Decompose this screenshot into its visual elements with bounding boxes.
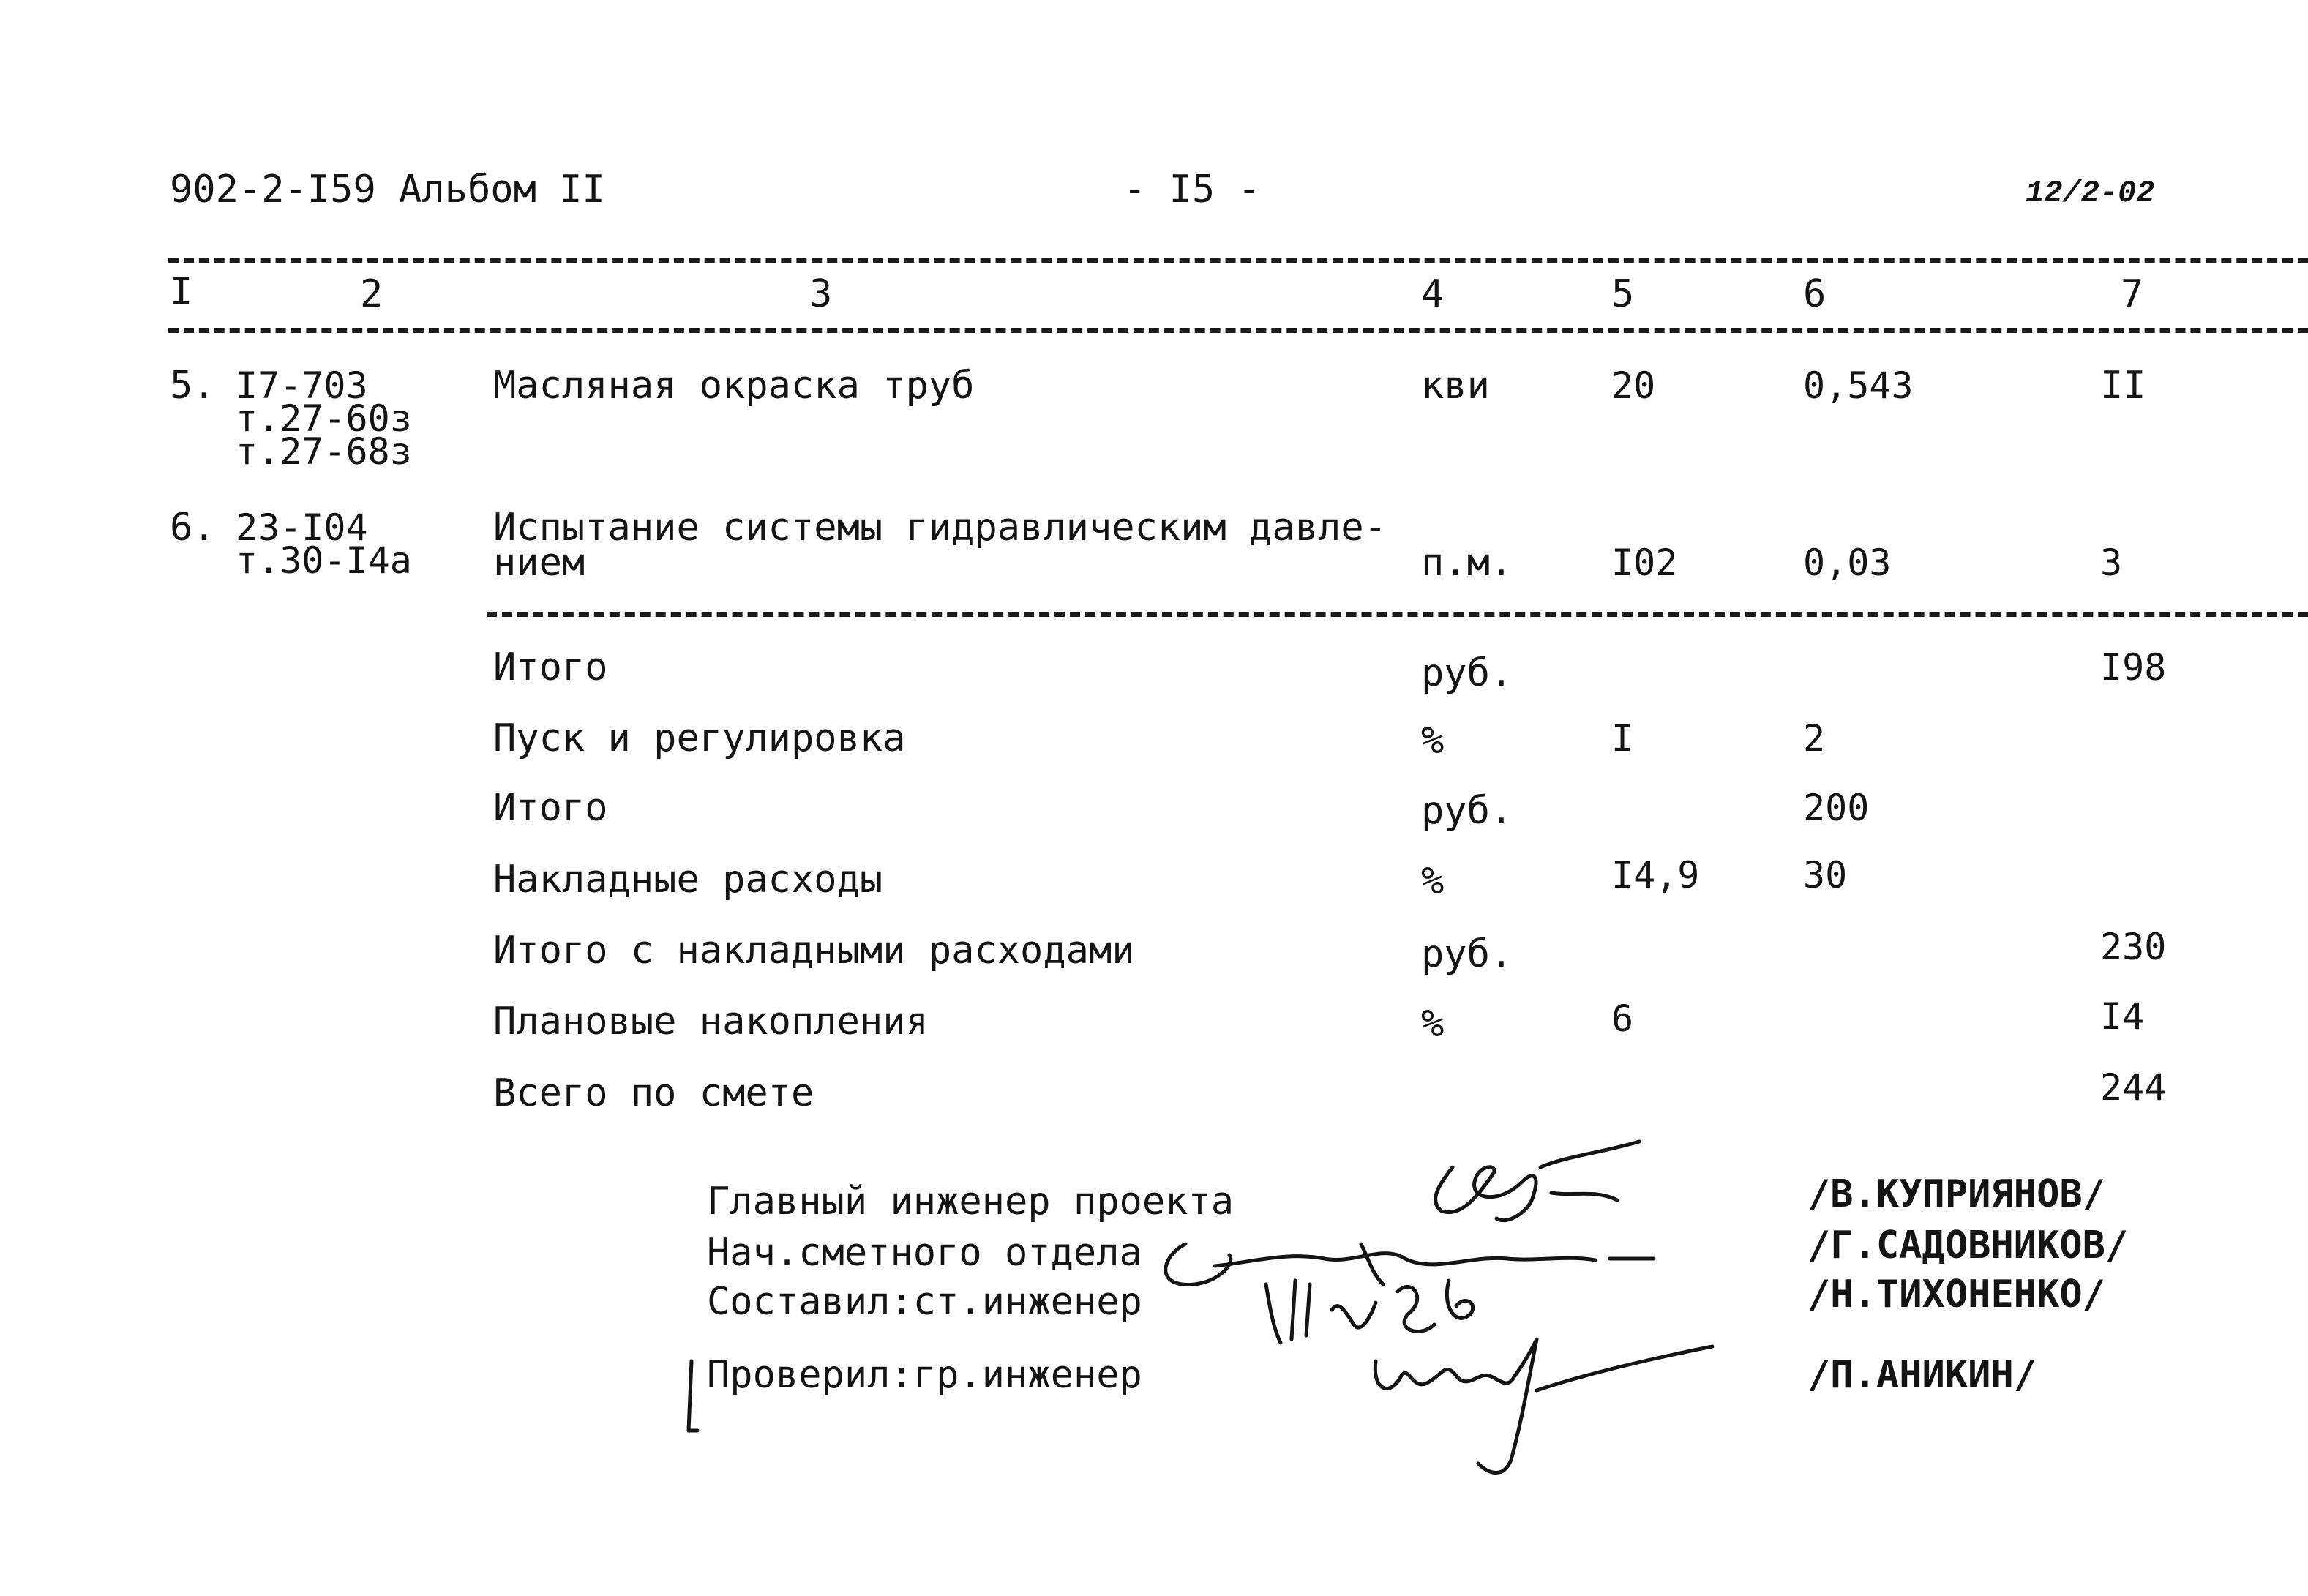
column-header: I	[170, 270, 193, 314]
summary-rule	[487, 612, 2308, 617]
summary-unit: %	[1421, 859, 1445, 903]
row-total: 3	[2100, 542, 2123, 584]
summary-column-6: 2	[1803, 717, 1826, 760]
summary-label: Итого с накладными расходами	[493, 929, 1135, 973]
column-header: 5	[1611, 272, 1635, 316]
summary-column-5: 6	[1611, 997, 1634, 1040]
summary-column-7: I98	[2100, 646, 2167, 689]
summary-column-5: I4,9	[1611, 854, 1700, 896]
signatory-name: /Г.САДОВНИКОВ/	[1807, 1224, 2129, 1267]
row-unit: кви	[1421, 364, 1490, 408]
summary-unit: %	[1421, 1002, 1445, 1046]
summary-label: Итого	[493, 645, 608, 689]
summary-label: Итого	[493, 786, 608, 830]
row-name: Испытание системы гидравлическим давле-	[493, 506, 1387, 550]
column-header: 3	[809, 272, 833, 316]
row-quantity: I02	[1611, 542, 1678, 584]
signature-role: Составил:ст.инженер	[707, 1280, 1142, 1324]
row-code: 23-I04	[236, 506, 368, 549]
column-header: 4	[1421, 272, 1445, 316]
summary-column-6: 200	[1803, 787, 1870, 829]
row-code: т.30-I4а	[236, 539, 412, 582]
summary-unit: руб.	[1421, 932, 1513, 976]
summary-unit: %	[1421, 719, 1445, 763]
table-header-rule	[168, 328, 2308, 333]
document-code: 902-2-I59 Альбом II	[170, 168, 605, 211]
row-code: I7-703	[236, 364, 368, 407]
bracket-mark	[684, 1357, 706, 1438]
sheet-stamp: 12/2-02	[2026, 176, 2155, 211]
summary-label: Плановые накопления	[493, 1000, 929, 1044]
row-rate: 0,543	[1803, 364, 1914, 407]
summary-column-7: 244	[2100, 1066, 2167, 1109]
summary-label: Всего по смете	[493, 1071, 814, 1115]
summary-column-6: 30	[1803, 854, 1848, 896]
signature-role: Проверил:гр.инженер	[707, 1353, 1142, 1397]
column-header: 2	[360, 272, 383, 316]
table-top-rule	[168, 258, 2308, 263]
handwritten-signature	[1361, 1332, 1742, 1493]
row-code: т.27-68з	[236, 430, 412, 473]
row-unit: п.м.	[1421, 541, 1513, 585]
row-code: т.27-60з	[236, 397, 412, 440]
signature-role: Нач.сметного отдела	[707, 1231, 1142, 1275]
row-name-continued: нием	[493, 541, 585, 585]
column-header: 6	[1803, 272, 1826, 316]
signatory-name: /В.КУПРИЯНОВ/	[1807, 1172, 2105, 1216]
summary-column-7: 230	[2100, 926, 2167, 968]
row-rate: 0,03	[1803, 542, 1892, 584]
row-name: Масляная окраска труб	[493, 364, 975, 408]
page-number: - I5 -	[1123, 168, 1261, 211]
column-header: 7	[2121, 272, 2144, 316]
summary-unit: руб.	[1421, 651, 1513, 695]
row-quantity: 20	[1611, 364, 1656, 407]
signatory-name: /П.АНИКИН/	[1807, 1353, 2037, 1397]
signatory-name: /Н.ТИХОНЕНКО/	[1807, 1273, 2105, 1316]
summary-label: Пуск и регулировка	[493, 716, 906, 760]
summary-column-7: I4	[2100, 995, 2145, 1038]
summary-label: Накладные расходы	[493, 858, 883, 902]
row-number: 5.	[170, 364, 216, 408]
signature-role: Главный инженер проекта	[707, 1180, 1234, 1224]
summary-unit: руб.	[1421, 789, 1513, 833]
row-number: 6.	[170, 506, 216, 550]
row-total: II	[2100, 364, 2146, 408]
summary-column-5: I	[1611, 717, 1634, 760]
